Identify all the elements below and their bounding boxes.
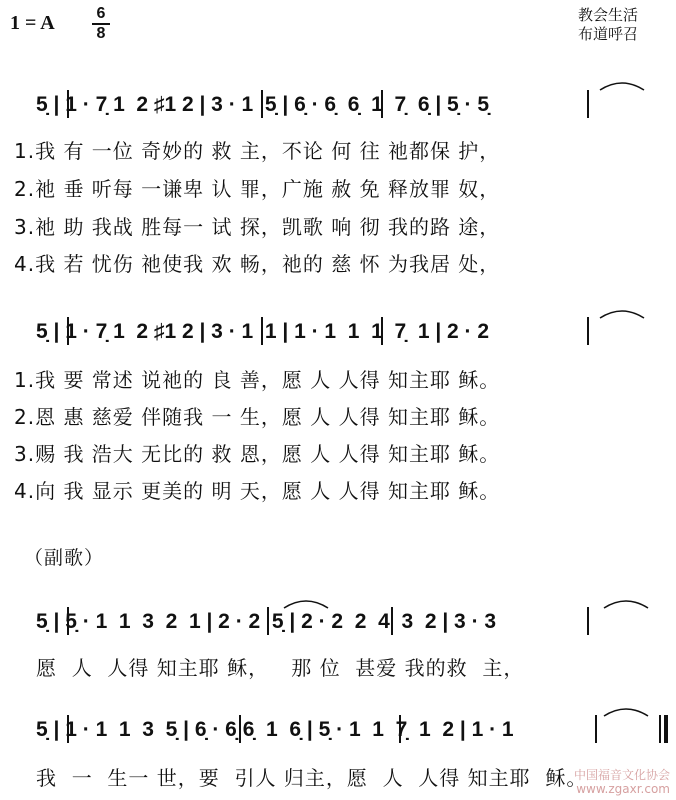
notation-line-4: 5̣ | 1 · 1 1 3 5̣ | 6̣ · 6̣ 6̣ 1 6̣ | 5̣ · 1 1 7̣ 1 2 | 1 · 1 xyxy=(36,718,514,741)
lyric-line-4-1: 我 一 生一 世，要 引人 归主，愿 人 人得 知主耶 稣。 xyxy=(36,766,588,790)
watermark-line-2: www.zgaxr.com xyxy=(576,782,670,796)
lyric-line-2-3: 3.赐 我 浩大 无比的 救 恩，愿 人 人得 知主耶 稣。 xyxy=(14,442,501,466)
lyric-line-1-1: 1.我 有 一位 奇妙的 救 主，不论 何 往 祂都保 护， xyxy=(14,139,501,163)
notation-line-2: 5̣ | 1 · 7̣ 1 2 ♯1 2 | 3 · 1 1 | 1 · 1 1 1 7̣ 1 | 2 · 2 xyxy=(36,320,490,343)
time-numerator: 6 xyxy=(96,5,106,22)
notation-line-1: 5̣ | 1 · 7̣ 1 2 ♯1 2 | 3 · 1 5̣ | 6̣ · 6̣ 6̣ 1 7̣ 6̣ | 5̣ · 5̣ xyxy=(36,93,490,116)
category-line-2: 布道呼召 xyxy=(577,25,638,43)
time-denominator: 8 xyxy=(96,25,106,42)
lyric-line-2-2: 2.恩 惠 慈爱 伴随我 一 生，愿 人 人得 知主耶 稣。 xyxy=(14,405,501,429)
lyric-line-1-3: 3.祂 助 我战 胜每一 试 探，凯歌 响 彻 我的路 途， xyxy=(14,215,501,239)
notation-line-3: 5̣ | 5̣ · 1 1 3 2 1 | 2 · 2 5̣ | 2 · 2 2 4 3 2 | 3 · 3 xyxy=(36,610,497,633)
lyric-line-1-2: 2.祂 垂 听每 一谦卑 认 罪，广施 赦 免 释放罪 奴， xyxy=(14,177,501,201)
category-line-1: 教会生活 xyxy=(577,6,638,24)
watermark-line-1: 中国福音文化协会 xyxy=(573,768,670,782)
lyric-line-3-1: 愿 人 人得 知主耶 稣， 那 位 甚爱 我的救 主， xyxy=(36,656,525,680)
lyric-line-2-1: 1.我 要 常述 说祂的 良 善，愿 人 人得 知主耶 稣。 xyxy=(14,368,501,392)
key-signature: 1 = A xyxy=(10,12,55,34)
lyric-line-2-4: 4.向 我 显示 更美的 明 天，愿 人 人得 知主耶 稣。 xyxy=(14,479,501,503)
lyric-line-1-4: 4.我 若 忧伤 祂使我 欢 畅，祂的 慈 怀 为我居 处， xyxy=(14,252,501,276)
chorus-label: （副歌） xyxy=(24,547,105,569)
watermark xyxy=(574,768,670,796)
